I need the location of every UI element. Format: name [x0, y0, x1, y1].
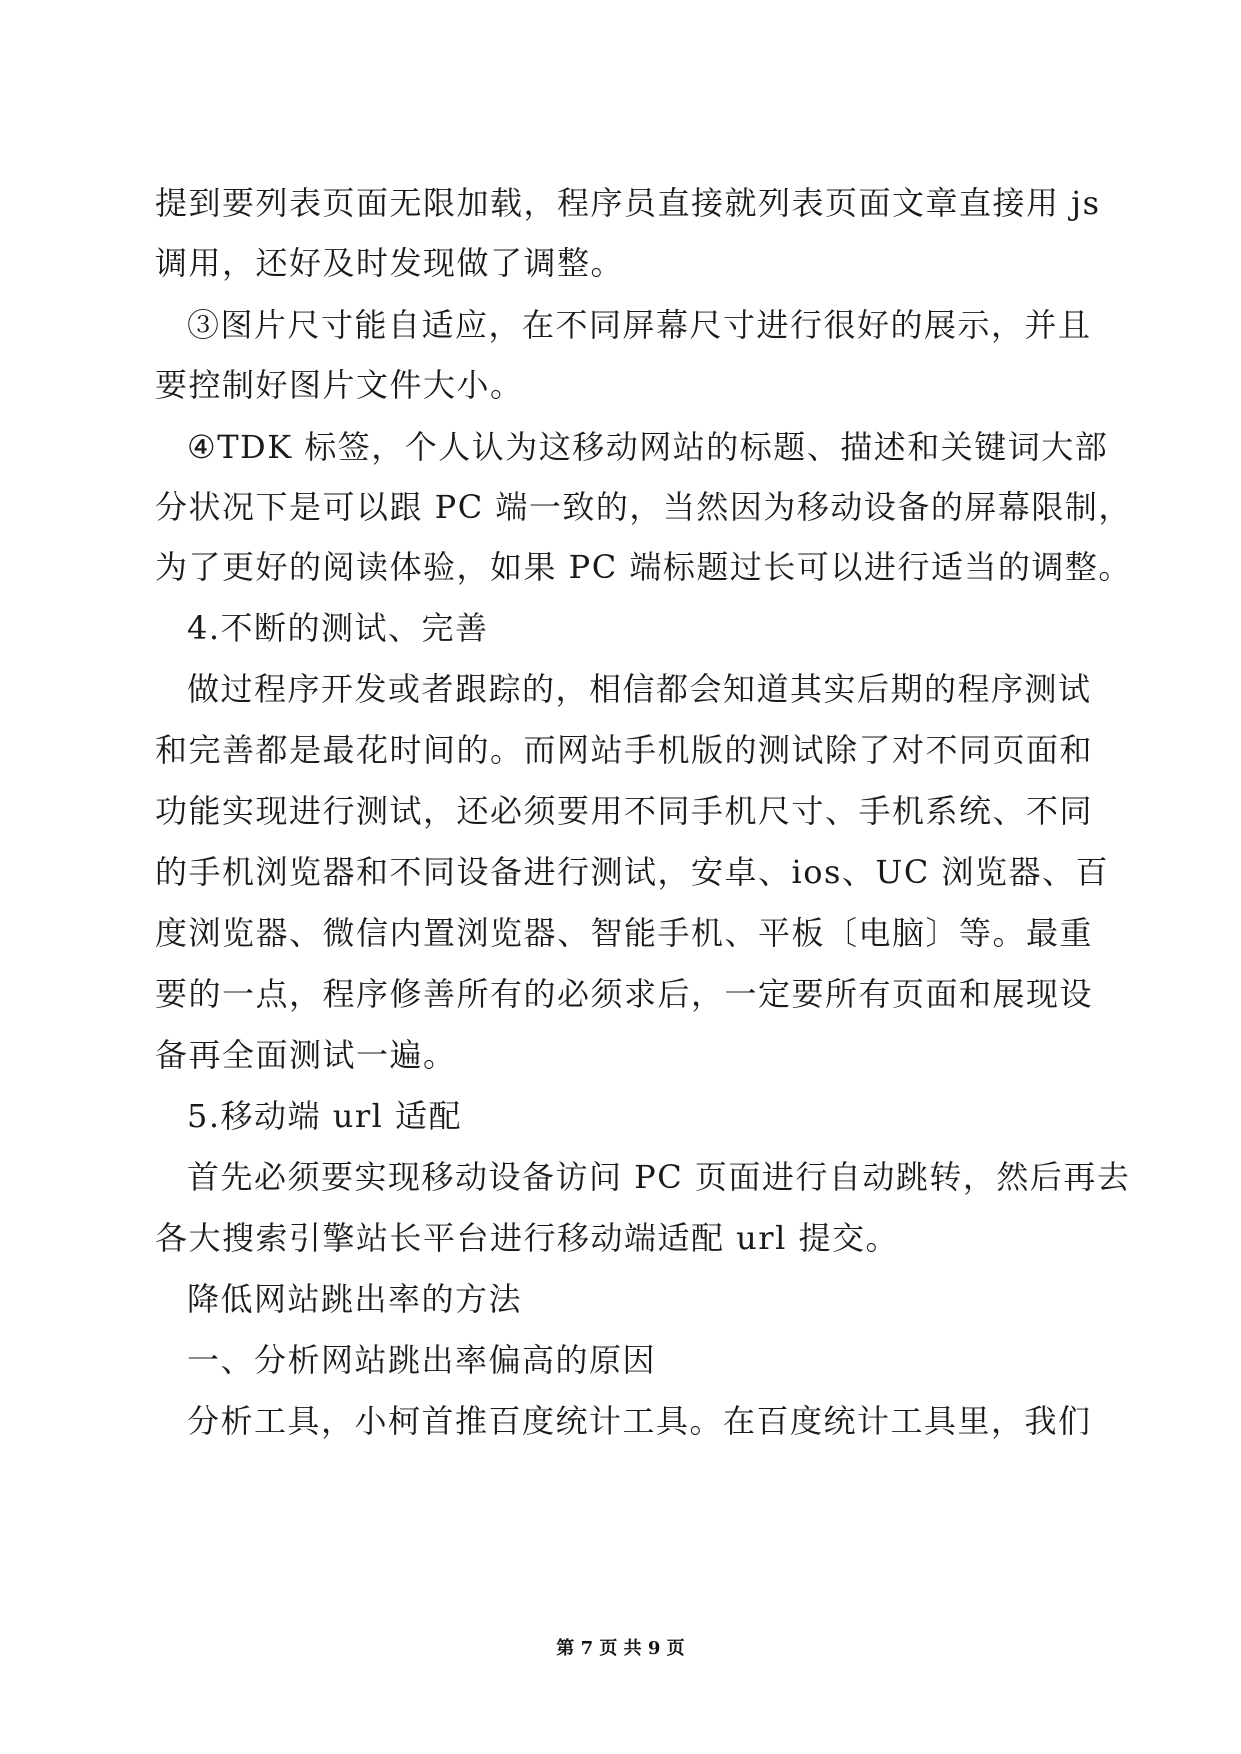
body-text-line: 要的一点，程序修善所有的必须求后，一定要所有页面和展现设 [155, 975, 1094, 1013]
body-text-line: 分状况下是可以跟 PC 端一致的，当然因为移动设备的屏幕限制， [155, 488, 1132, 526]
section-heading-4: 4.不断的测试、完善 [187, 609, 489, 647]
paragraph-start: 首先必须要实现移动设备访问 PC 页面进行自动跳转，然后再去 [187, 1158, 1131, 1196]
list-item-4: ④TDK 标签，个人认为这移动网站的标题、描述和关键词大部 [187, 428, 1109, 466]
body-text-line: 备再全面测试一遍。 [155, 1036, 457, 1074]
section-heading-5: 5.移动端 url 适配 [187, 1097, 463, 1135]
page-number-footer: 第 7 页 共 9 页 [556, 1638, 685, 1659]
body-text-line: 调用，还好及时发现做了调整。 [155, 244, 625, 282]
body-text-line: 提到要列表页面无限加载，程序员直接就列表页面文章直接用 js [155, 184, 1101, 222]
body-text-line: 为了更好的阅读体验，如果 PC 端标题过长可以进行适当的调整。 [155, 548, 1132, 586]
list-item-3: ③图片尺寸能自适应，在不同屏幕尺寸进行很好的展示，并且 [187, 306, 1092, 344]
body-text-line: 的手机浏览器和不同设备进行测试，安卓、ios、UC 浏览器、百 [155, 853, 1110, 891]
paragraph-start: 分析工具，小柯首推百度统计工具。在百度统计工具里，我们 [187, 1402, 1092, 1440]
body-text-line: 功能实现进行测试，还必须要用不同手机尺寸、手机系统、不同 [155, 792, 1094, 830]
body-text-line: 和完善都是最花时间的。而网站手机版的测试除了对不同页面和 [155, 731, 1094, 769]
body-text-line: 度浏览器、微信内置浏览器、智能手机、平板〔电脑〕等。最重 [155, 914, 1094, 952]
section-heading-1: 一、分析网站跳出率偏高的原因 [187, 1341, 657, 1379]
body-text-line: 要控制好图片文件大小。 [155, 366, 524, 404]
body-text-line: 各大搜索引擎站长平台进行移动端适配 url 提交。 [155, 1219, 899, 1257]
paragraph-start: 做过程序开发或者跟踪的，相信都会知道其实后期的程序测试 [187, 670, 1092, 708]
article-title: 降低网站跳出率的方法 [187, 1280, 523, 1318]
